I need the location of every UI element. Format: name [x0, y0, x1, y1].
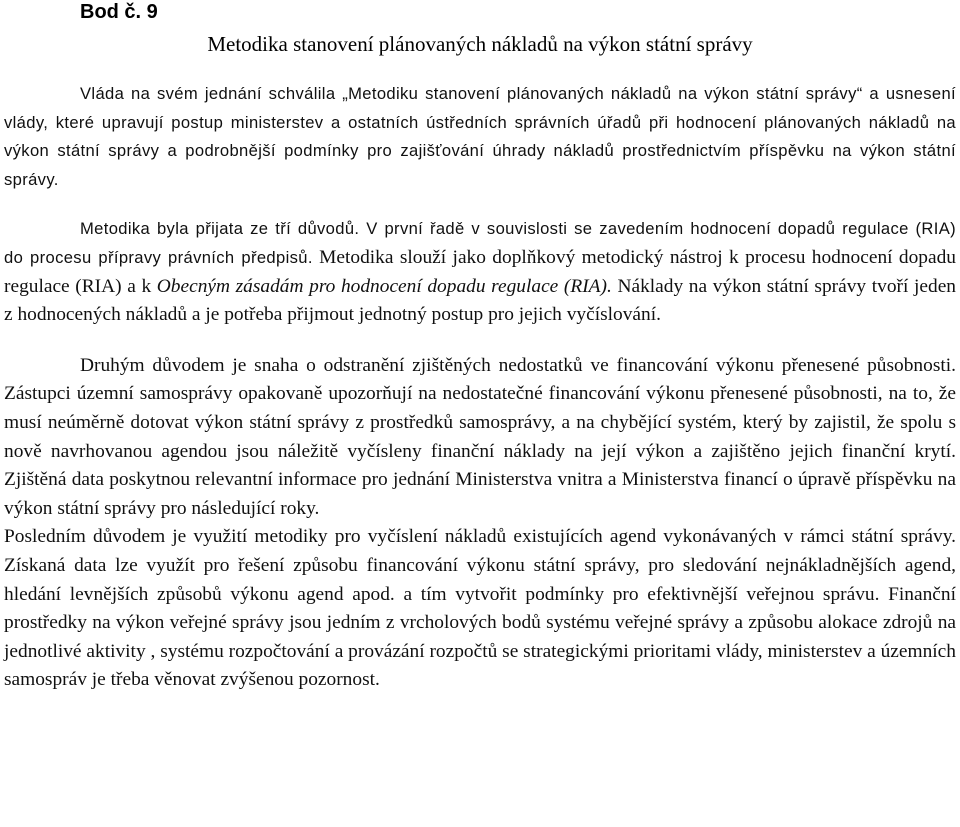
paragraph-intro: Vláda na svém jednání schválila „Metodiku stanovení plánovaných nákladů na výkon státní správy“ a usnesení vlády, které upravují postup ministerstev a ostatních ústředních správních úřadů při hodnocení plánovaných nákladů na výkon státní správy a podrobnější podmínky pro zajišťování úhrady nákladů prostřednictvím příspěvku na výkon státní správy.: [4, 84, 956, 189]
document-title: Metodika stanovení plánovaných nákladů na výkon státní správy: [207, 32, 753, 56]
paragraph-second-reason: Druhým důvodem je snaha o odstranění zjištěných nedostatků ve financování výkonu přenesené působnosti. Zástupci územní samosprávy opakovaně upozorňují na nedostatečné financování výkonu přenesené působnosti, na to, že musí neúměrně dotovat výkon státní správy z prostředků samosprávy, a na chybějící systém, který by zajistil, že spolu s nově navrhovanou agendou jsou náležitě vyčísleny finanční náklady na její výkon a zajištěno jejich finanční krytí. Zjištěná data poskytnou relevantní informace pro jednání Ministerstva vnitra a Ministerstva financí o úpravě příspěvku na výkon státní správy pro následující roky.: [4, 354, 956, 519]
paragraph-reasons-part-a: Metodika byla přijata ze tří důvodů. V první řadě v souvislosti se zavedením hodnocení dopadů regulace (RIA) do procesu přípravy právních předpisů.: [4, 219, 956, 267]
paragraph-reasons-part-b: Metodika slouží jako doplňkový metodický nástroj k procesu hodnocení dopadu regulace (RIA) a k: [4, 246, 956, 297]
paragraph-third-reason: Posledním důvodem je využití metodiky pro vyčíslení nákladů existujících agend vykonávaných v rámci státní správy. Získaná data lze využít pro řešení způsobu financování výkonu státní správy, pro sledování nejnákladnějších agend, hledání levnějších způsobů výkonu agend apod. a tím vytvořit podmínky pro efektivnější veřejnou správu. Finanční prostředky na výkon veřejné správy jsou jedním z vrcholových bodů systému veřejné správy a způsobu alokace zdrojů na jednotlivé aktivity , systému rozpočtování a provázání rozpočtů se strategickými prioritami vlády, ministerstev a územních samospráv je třeba věnovat zvýšenou pozornost.: [4, 526, 956, 691]
paragraph-reasons-italic: Obecným zásadám pro hodnocení dopadu regulace (RIA).: [156, 275, 612, 297]
paragraph-reasons-part-c: Náklady na výkon státní správy tvoří jeden z hodnocených nákladů a je potřeba přijmout jednotný postup pro jejich vyčíslování.: [4, 275, 956, 326]
paragraph-reasons: [4, 215, 956, 329]
item-heading: Bod č. 9: [80, 1, 158, 23]
